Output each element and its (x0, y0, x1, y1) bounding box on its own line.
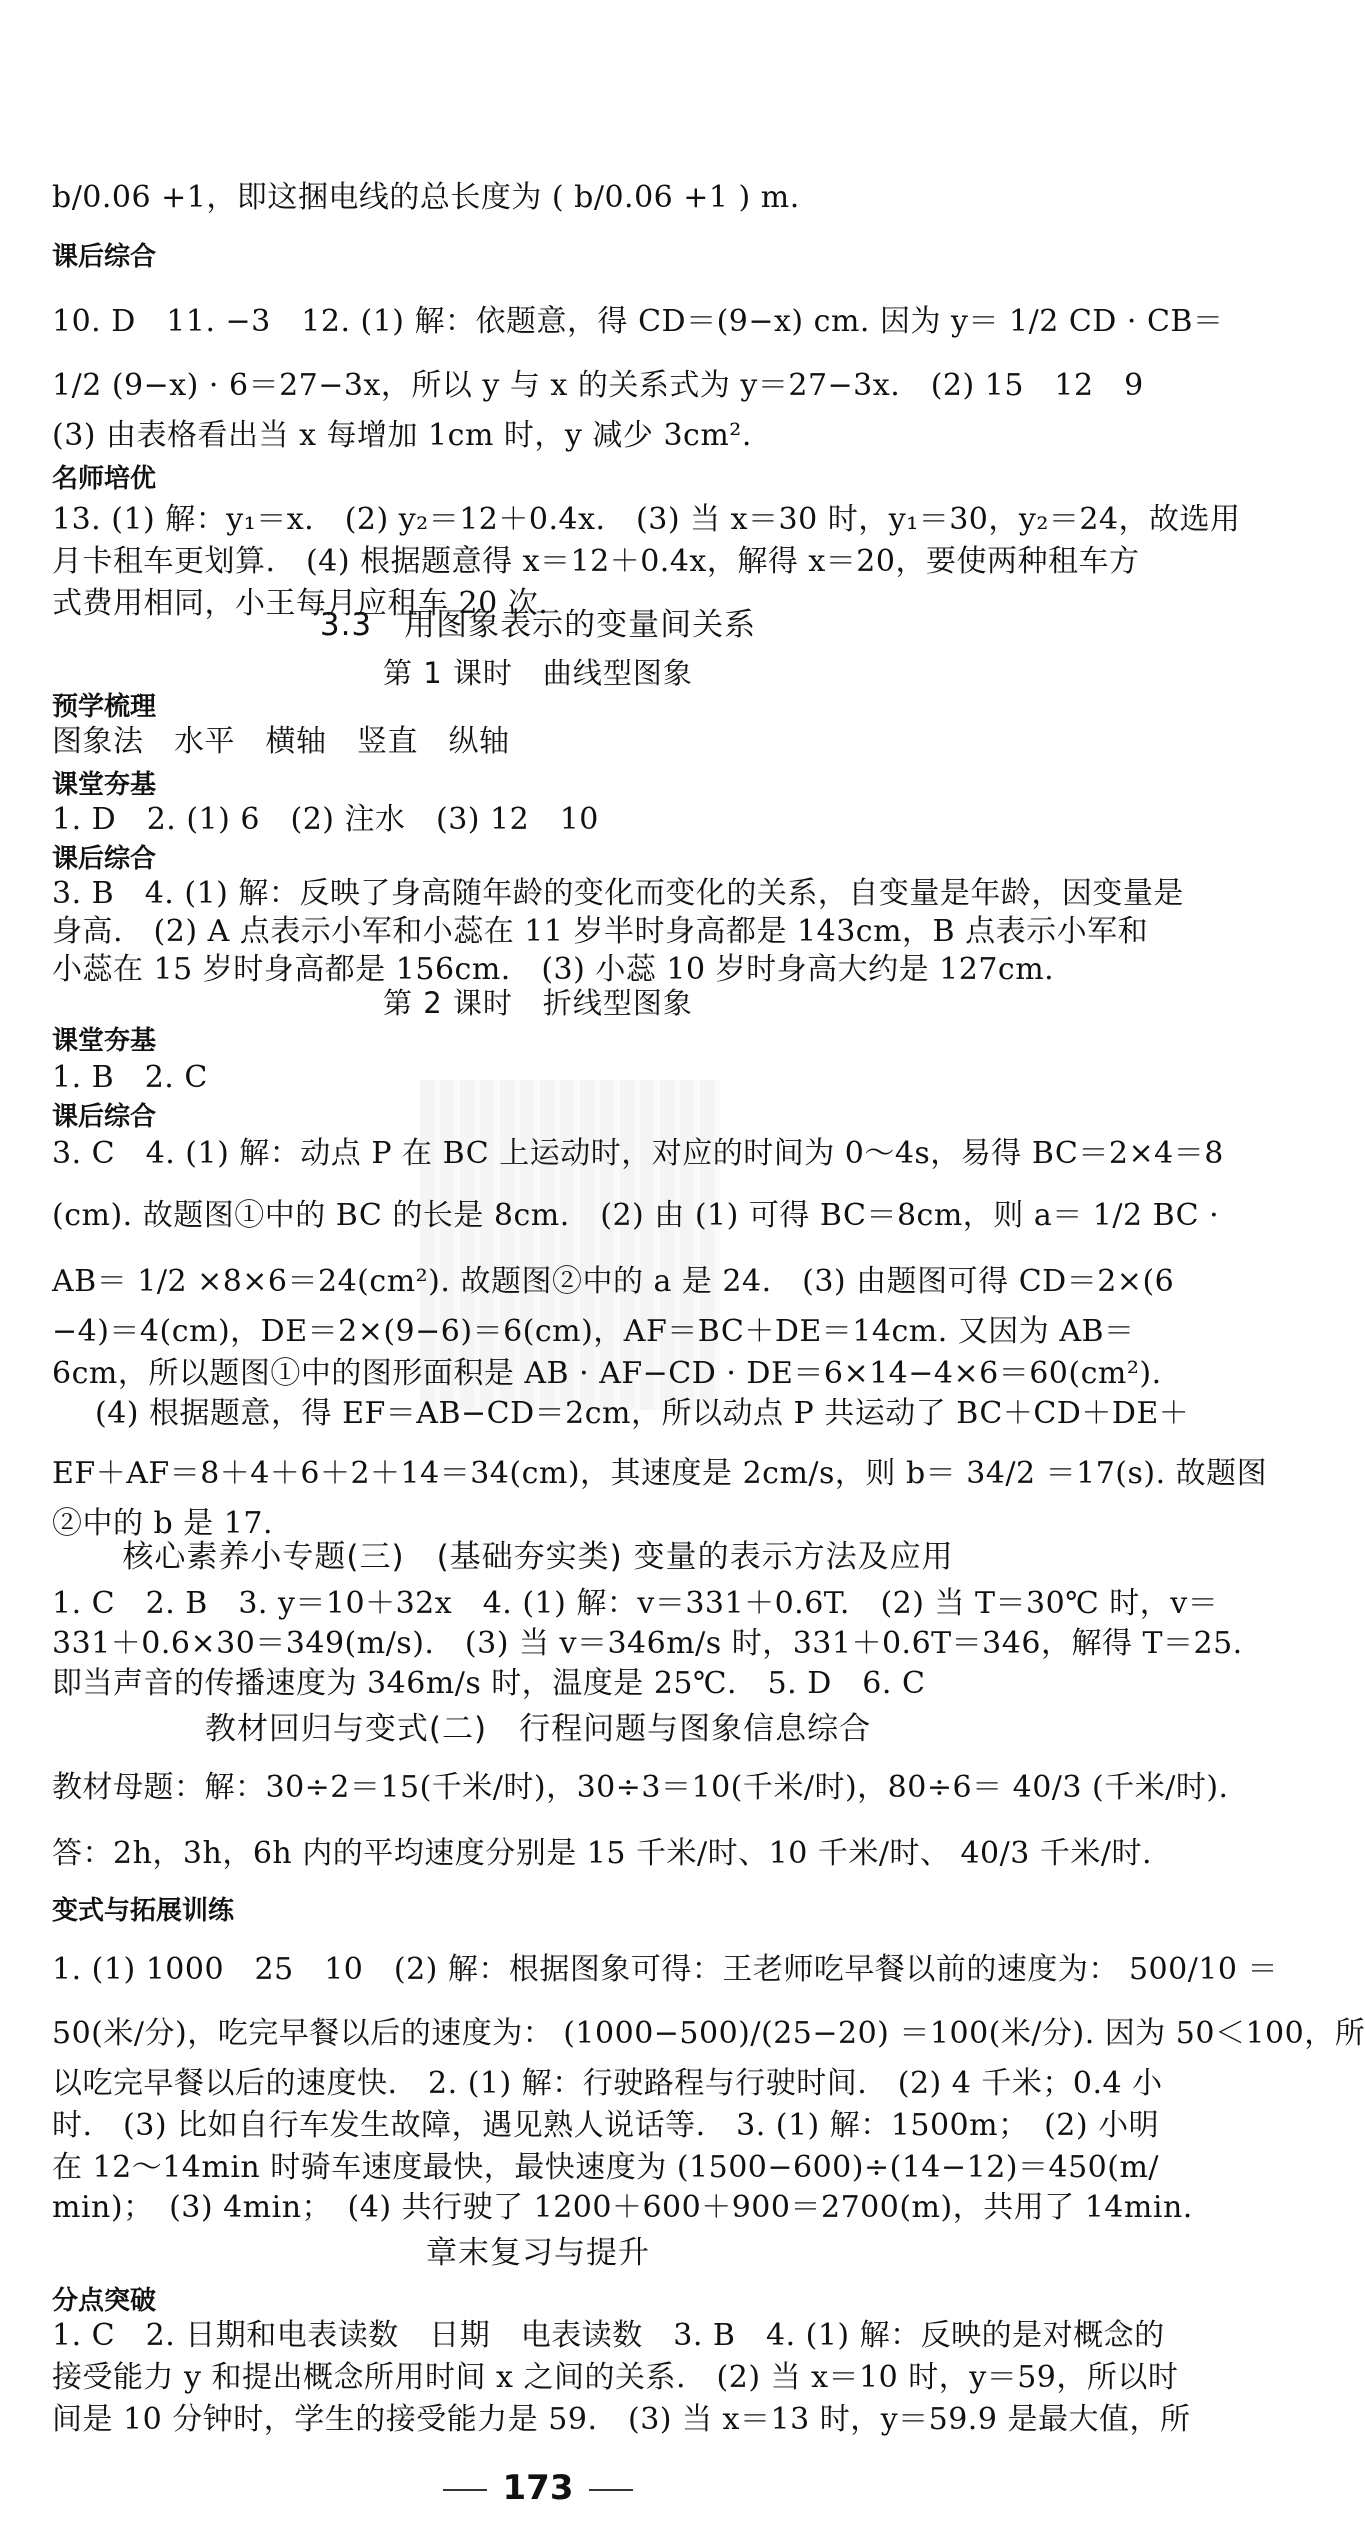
text-line: 答：2h，3h，6h 内的平均速度分别是 15 千米/时、10 千米/时、 40/3 千米/时. (52, 1836, 1153, 1871)
text-line: 6cm，所以题图①中的图形面积是 AB · AF−CD · DE＝6×14−4×6＝60(cm²). (52, 1356, 1162, 1391)
text-line: 10. D 11. −3 12. (1) 解：依题意，得 CD＝(9−x) cm. 因为 y＝ 1/2 CD · CB＝ (52, 304, 1224, 339)
section-heading: 分点突破 (52, 2286, 157, 2316)
text-line: 1. C 2. B 3. y＝10＋32x 4. (1) 解：v＝331＋0.6T. (2) 当 T＝30℃ 时，v＝ (52, 1586, 1219, 1621)
text-line: b/0.06 +1，即这捆电线的总长度为 ( b/0.06 +1 ) m. (52, 180, 800, 215)
text-line: 50(米/分)，吃完早餐以后的速度为： (1000−500)/(25−20) ＝100(米/分). 因为 50＜100，所 (52, 2016, 1365, 2051)
text-line: 月卡租车更划算. (4) 根据题意得 x＝12＋0.4x，解得 x＝20，要使两种租车方 (52, 544, 1140, 579)
text-line: 教材母题：解：30÷2＝15(千米/时)，30÷3＝10(千米/时)，80÷6＝ 40/3 (千米/时). (52, 1770, 1229, 1805)
text-line: 时. (3) 比如自行车发生故障，遇见熟人说话等. 3. (1) 解：1500m； (2) 小明 (52, 2108, 1160, 2143)
text-line: 小蕊在 15 岁时身高都是 156cm. (3) 小蕊 10 岁时身高大约是 127cm. (52, 952, 1055, 987)
lesson-title: 第 2 课时 折线型图象 (383, 986, 693, 1020)
section-title: 3.3 用图象表示的变量间关系 (319, 607, 757, 643)
text-line: 以吃完早餐以后的速度快. 2. (1) 解：行驶路程与行驶时间. (2) 4 千米；0.4 小 (52, 2066, 1163, 2101)
chapter-review-title: 章末复习与提升 (426, 2235, 650, 2271)
topic-title: 教材回归与变式(二) 行程问题与图象信息综合 (204, 1711, 872, 1747)
text-line: EF＋AF＝8＋4＋6＋2＋14＝34(cm)，其速度是 2cm/s，则 b＝ 34/2 ＝17(s). 故题图 (52, 1456, 1268, 1491)
text-line: 间是 10 分钟时，学生的接受能力是 59. (3) 当 x＝13 时，y＝59.9 是最大值，所 (52, 2402, 1191, 2437)
text-line: (4) 根据题意，得 EF＝AB−CD＝2cm，所以动点 P 共运动了 BC＋CD＋DE＋ (95, 1396, 1190, 1431)
text-line: 式费用相同，小王每月应租车 20 次. (52, 586, 549, 621)
page-number (0, 2468, 1076, 2508)
text-line: 3. C 4. (1) 解：动点 P 在 BC 上运动时，对应的时间为 0～4s，易得 BC＝2×4＝8 (52, 1136, 1224, 1171)
text-line: 3. B 4. (1) 解：反映了身高随年龄的变化而变化的关系，自变量是年龄，因变量是 (52, 876, 1184, 911)
text-line: 图象法 水平 横轴 竖直 纵轴 (52, 724, 510, 759)
text-line: 即当声音的传播速度为 346m/s 时，温度是 25℃. 5. D 6. C (52, 1666, 926, 1701)
topic-title: 核心素养小专题(三) (基础夯实类) 变量的表示方法及应用 (122, 1539, 954, 1575)
lesson-title: 第 1 课时 曲线型图象 (383, 656, 693, 690)
text-line: −4)＝4(cm)，DE＝2×(9−6)＝6(cm)，AF＝BC＋DE＝14cm. 又因为 AB＝ (52, 1314, 1135, 1349)
text-line: ②中的 b 是 17. (52, 1506, 274, 1541)
text-line: (cm). 故题图①中的 BC 的长是 8cm. (2) 由 (1) 可得 BC＝8cm，则 a＝ 1/2 BC · (52, 1198, 1220, 1233)
text-line: 1/2 (9−x) · 6＝27−3x，所以 y 与 x 的关系式为 y＝27−3x. (2) 15 12 9 (52, 368, 1144, 403)
text-line: 1. D 2. (1) 6 (2) 注水 (3) 12 10 (52, 802, 599, 837)
section-heading: 名师培优 (52, 464, 157, 494)
text-line: 331＋0.6×30＝349(m/s). (3) 当 v＝346m/s 时，331＋0.6T＝346，解得 T＝25. (52, 1626, 1243, 1661)
text-line: 1. C 2. 日期和电表读数 日期 电表读数 3. B 4. (1) 解：反映的是对概念的 (52, 2318, 1165, 2353)
page-number-value: 173 (502, 2468, 574, 2508)
section-heading: 预学梳理 (52, 692, 157, 722)
text-line: AB＝ 1/2 ×8×6＝24(cm²). 故题图②中的 a 是 24. (3) 由题图可得 CD＝2×(6 (52, 1264, 1175, 1299)
section-heading: 课后综合 (52, 242, 157, 272)
page-number-dash (589, 2489, 633, 2491)
text-line: min)； (3) 4min； (4) 共行驶了 1200＋600＋900＝2700(m)，共用了 14min. (52, 2190, 1193, 2225)
text-line: (3) 由表格看出当 x 每增加 1cm 时，y 减少 3cm². (52, 418, 752, 453)
text-line: 身高. (2) A 点表示小军和小蕊在 11 岁半时身高都是 143cm，B 点表示小军和 (52, 914, 1149, 949)
text-line: 13. (1) 解：y₁＝x. (2) y₂＝12＋0.4x. (3) 当 x＝30 时，y₁＝30，y₂＝24，故选用 (52, 502, 1241, 537)
section-heading: 变式与拓展训练 (52, 1896, 235, 1926)
page-number-dash (443, 2489, 487, 2491)
section-heading: 课后综合 (52, 1102, 157, 1132)
text-line: 接受能力 y 和提出概念所用时间 x 之间的关系. (2) 当 x＝10 时，y＝59，所以时 (52, 2360, 1179, 2395)
section-heading: 课堂夯基 (52, 770, 157, 800)
text-line: 1. (1) 1000 25 10 (2) 解：根据图象可得：王老师吃早餐以前的速度为： 500/10 ＝ (52, 1952, 1279, 1987)
section-heading: 课后综合 (52, 844, 157, 874)
section-heading: 课堂夯基 (52, 1026, 157, 1056)
text-line: 在 12～14min 时骑车速度最快，最快速度为 (1500−600)÷(14−12)＝450(m/ (52, 2150, 1160, 2185)
text-line: 1. B 2. C (52, 1060, 208, 1095)
